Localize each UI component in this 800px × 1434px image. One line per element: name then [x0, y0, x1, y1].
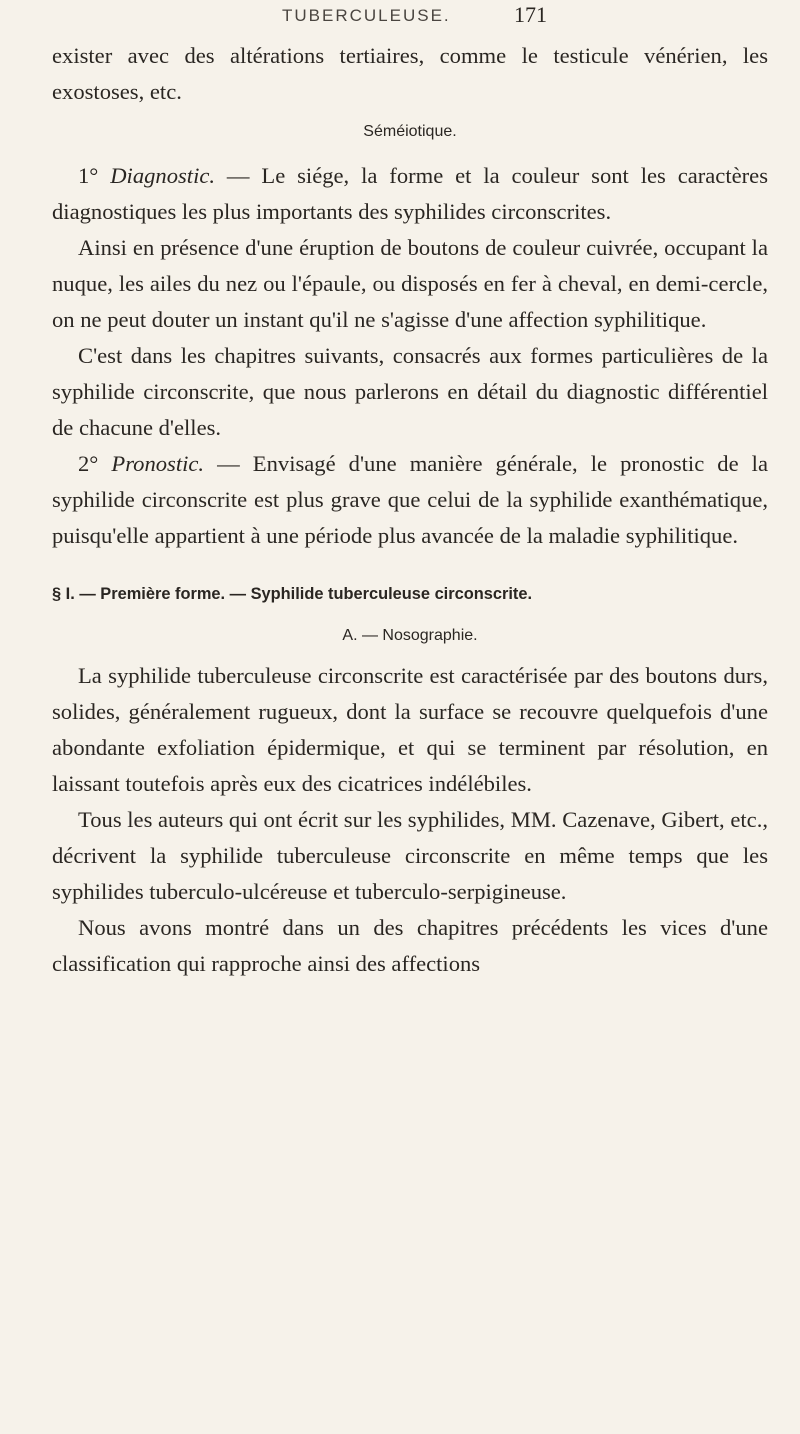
pronostic-text: — Envisagé d'une manière générale, le pronostic de la syphilide circonscrite est plus grave que celui de la syphilide exanthématique, puisqu'elle appartient à une période plus avancée de la maladie syphilitique.: [52, 451, 768, 548]
page-number: 171: [514, 2, 547, 27]
paragraph-continuation: exister avec des altérations tertiaires, comme le testicule vénérien, les exostoses, etc.: [52, 43, 768, 104]
running-title: TUBERCULEUSE.: [282, 6, 451, 25]
paragraph-ainsi: Ainsi en présence d'une éruption de boutons de couleur cuivrée, occupant la nuque, les ailes du nez ou l'épaule, ou disposés en fer à cheval, en demi-cercle, on ne peut douter un instant qu'il ne s'agisse d'une affection syphilitique.: [52, 235, 768, 332]
pronostic-number: 2°: [78, 451, 99, 476]
diagnostic-number: 1°: [78, 163, 99, 188]
diagnostic-text: — Le siége, la forme et la couleur sont les caractères diagnostiques les plus importants des syphilides circonscrites.: [52, 163, 768, 224]
paragraph-chapitres: C'est dans les chapitres suivants, consacrés aux formes particulières de la syphilide circonscrite, que nous parlerons en détail du diagnostic différentiel de chacune d'elles.: [52, 343, 768, 440]
paragraph-definition: La syphilide tuberculeuse circonscrite est caractérisée par des boutons durs, solides, généralement rugueux, dont la surface se recouvre quelquefois d'une abondante exfoliation épidermique, et qui se terminent par résolution, en laissant toutefois après eux des cicatrices indélébiles.: [52, 663, 768, 796]
paragraph-auteurs: Tous les auteurs qui ont écrit sur les syphilides, MM. Cazenave, Gibert, etc., décrivent la syphilide tuberculeuse circonscrite en même temps que les syphilides tuberculo-ulcéreuse et tuberculo-serpigineuse.: [52, 807, 768, 904]
diagnostic-label: Diagnostic.: [110, 163, 216, 188]
body-text: [52, 38, 768, 982]
paragraph-classification: Nous avons montré dans un des chapitres précédents les vices d'une classification qui rapproche ainsi des affections: [52, 915, 768, 976]
section-heading: § I. — Première forme. — Syphilide tuberculeuse circonscrite.: [52, 585, 533, 603]
subheading-nosographie: A. — Nosographie.: [342, 627, 478, 644]
running-head: [262, 0, 762, 30]
subheading-semeiotique: Séméiotique.: [363, 123, 457, 140]
pronostic-label: Pronostic.: [111, 451, 205, 476]
paragraph-pronostic: [52, 446, 768, 554]
paragraph-diagnostic: [52, 158, 768, 230]
